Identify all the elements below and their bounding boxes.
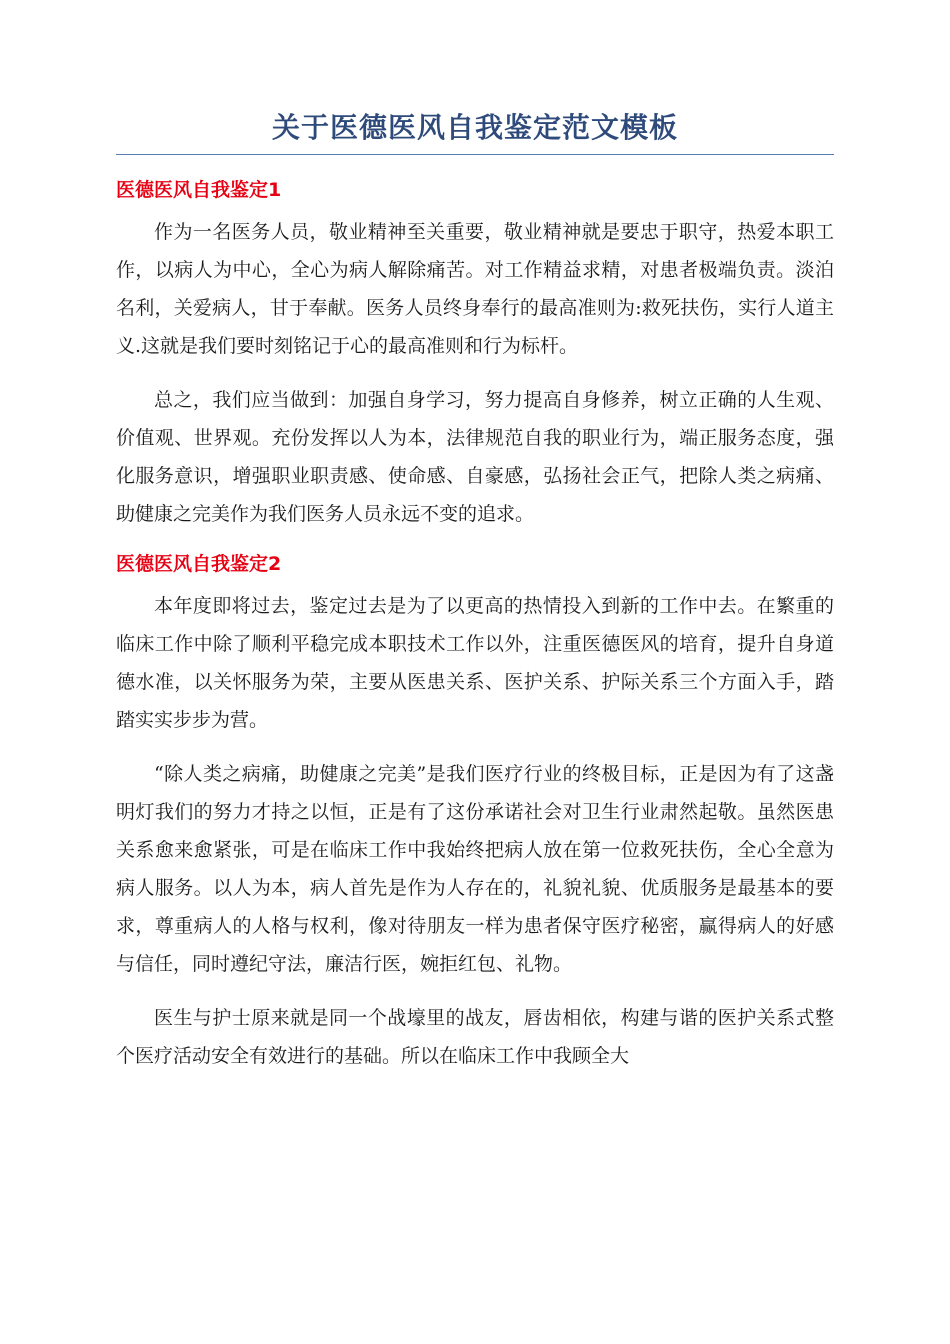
paragraph: “除人类之病痛，助健康之完美”是我们医疗行业的终极目标，正是因为有了这盏明灯我们的努力才持之以恒，正是有了这份承诺社会对卫生行业肃然起敬。虽然医患关系愈来愈紧张，可是在临床工作中我始终把病人放在第一位救死扶伤，全心全意为病人服务。以人为本，病人首先是作为人存在的，礼貌礼貌、优质服务是最基本的要求，尊重病人的人格与权利，像对待朋友一样为患者保守医疗秘密，赢得病人的好感与信任，同时遵纪守法，廉洁行医，婉拒红包、礼物。 (116, 763, 834, 975)
document-title: 关于医德医风自我鉴定范文模板 (116, 108, 834, 155)
section-heading-2: 医德医风自我鉴定2 (116, 553, 282, 575)
paragraph: 医生与护士原来就是同一个战壕里的战友，唇齿相依，构建与谐的医护关系式整个医疗活动安全有效进行的基础。所以在临床工作中我顾全大 (116, 1007, 834, 1067)
section-heading-1: 医德医风自我鉴定1 (116, 179, 282, 201)
paragraph: 总之，我们应当做到：加强自身学习，努力提高自身修养，树立正确的人生观、价值观、世界观。充份发挥以人为本，法律规范自我的职业行为，端正服务态度，强化服务意识，增强职业职责感、使命感、自豪感，弘扬社会正气，把除人类之病痛、助健康之完美作为我们医务人员永远不变的追求。 (116, 389, 834, 525)
paragraph: 作为一名医务人员，敬业精神至关重要，敬业精神就是要忠于职守，热爱本职工作，以病人为中心，全心为病人解除痛苦。对工作精益求精，对患者极端负责。淡泊名利，关爱病人，甘于奉献。医务人员终身奉行的最高准则为:救死扶伤，实行人道主义.这就是我们要时刻铭记于心的最高准则和行为标杆。 (116, 221, 834, 357)
document-page (116, 108, 834, 1075)
paragraph: 本年度即将过去，鉴定过去是为了以更高的热情投入到新的工作中去。在繁重的临床工作中除了顺利平稳完成本职技术工作以外，注重医德医风的培育，提升自身道德水准，以关怀服务为荣，主要从医患关系、医护关系、护际关系三个方面入手，踏踏实实步步为营。 (116, 595, 834, 731)
